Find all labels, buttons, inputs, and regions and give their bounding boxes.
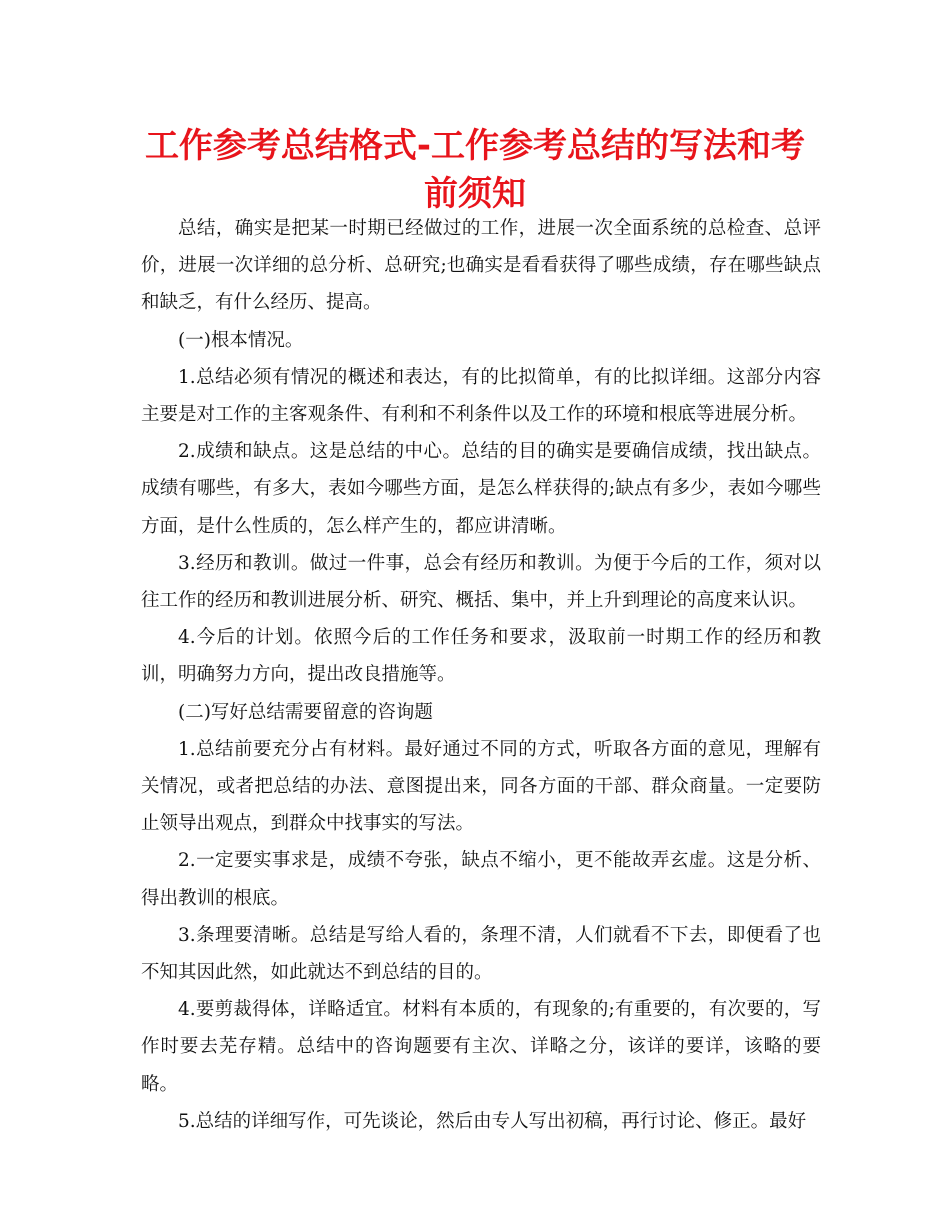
document-body bbox=[141, 210, 821, 1140]
section-heading-basic-situation: (一)根本情况。 bbox=[178, 329, 304, 351]
paragraph-note-3: 3.条理要清晰。总结是写给人看的，条理不清，人们就看不下去，即便看了也不知其因此然，如此就达不到总结的目的。 bbox=[141, 924, 821, 984]
paragraph-item-2: 2.成绩和缺点。这是总结的中心。总结的目的确实是要确信成绩，找出缺点。成绩有哪些，有多大，表如今哪些方面，是怎么样获得的;缺点有多少，表如今哪些方面，是什么性质的，怎么样产生的，都应讲清晰。 bbox=[141, 441, 821, 537]
paragraph-item-3: 3.经历和教训。做过一件事，总会有经历和教训。为便于今后的工作，须对以往工作的经历和教训进展分析、研究、概括、集中，并上升到理论的高度来认识。 bbox=[141, 552, 821, 612]
paragraph-note-4: 4.要剪裁得体，详略适宜。材料有本质的，有现象的;有重要的，有次要的，写作时要去芜存精。总结中的咨询题要有主次、详略之分，该详的要详，该略的要略。 bbox=[141, 999, 821, 1095]
paragraph-note-1: 1.总结前要充分占有材料。最好通过不同的方式，听取各方面的意见，理解有关情况，或者把总结的办法、意图提出来，同各方面的干部、群众商量。一定要防止领导出观点，到群众中找事实的写法。 bbox=[141, 738, 821, 835]
document-title: 工作参考总结格式-工作参考总结的写法和考前须知 bbox=[144, 126, 806, 214]
section-heading-writing-notes: (二)写好总结需要留意的咨询题 bbox=[178, 701, 433, 723]
paragraph-note-5: 5.总结的详细写作，可先谈论，然后由专人写出初稿，再行讨论、修正。最好 bbox=[178, 1110, 807, 1132]
paragraph-note-2: 2.一定要实事求是，成绩不夸张，缺点不缩小，更不能故弄玄虚。这是分析、得出教训的根底。 bbox=[141, 850, 821, 909]
paragraph-intro: 总结，确实是把某一时期已经做过的工作，进展一次全面系统的总检查、总评价，进展一次详细的总分析、总研究;也确实是看看获得了哪些成绩，存在哪些缺点和缺乏，有什么经历、提高。 bbox=[141, 218, 821, 314]
paragraph-item-4: 4.今后的计划。依照今后的工作任务和要求，汲取前一时期工作的经历和教训，明确努力方向，提出改良措施等。 bbox=[141, 627, 821, 686]
paragraph-item-1: 1.总结必须有情况的概述和表达，有的比拟简单，有的比拟详细。这部分内容主要是对工作的主客观条件、有利和不利条件以及工作的环境和根底等进展分析。 bbox=[141, 366, 821, 426]
